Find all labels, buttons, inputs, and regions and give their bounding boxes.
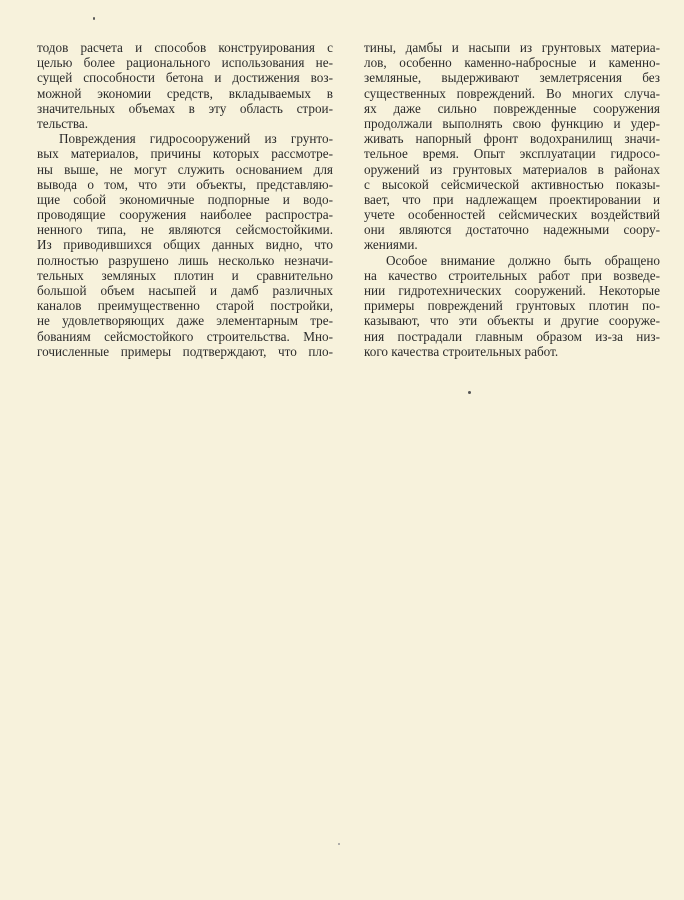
text-line: целью более рационального использования не- <box>37 55 333 71</box>
text-line: проводящие сооружения наиболее распростра- <box>37 207 333 223</box>
text-line: Повреждения гидросооружений из грунто- <box>59 131 333 147</box>
text-line: вает, что при надлежащем проектировании и <box>364 191 660 207</box>
text-line: лов, особенно каменно-набросные и каменно- <box>364 55 660 71</box>
text-line: ях даже сильно поврежденные сооружения <box>364 100 660 116</box>
text-line: кого качества строительных работ. <box>364 343 559 359</box>
text-line: земляные, выдерживают землетрясения без <box>364 70 660 86</box>
text-line: Из приводившихся общих данных видно, что <box>37 237 333 253</box>
right-text-column <box>364 40 660 359</box>
text-line: можной экономии средств, вкладываемых в <box>37 85 333 101</box>
text-line: ны выше, не могут служить основанием для <box>37 161 333 177</box>
left-text-column <box>37 40 333 359</box>
text-line: сущей способности бетона и достижения воз- <box>37 70 333 86</box>
text-line: живать напорный фронт водохранилищ значи- <box>364 131 660 147</box>
text-line: продолжали выполнять свою функцию и удер- <box>364 115 660 131</box>
text-line: примеры повреждений грунтовых плотин по- <box>364 298 660 314</box>
text-line: ненного типа, не являются сейсмостойкими. <box>37 222 333 238</box>
text-line: с высокой сейсмической активностью показы- <box>364 176 660 192</box>
text-line: полностью разрушено лишь несколько незначи- <box>37 252 333 268</box>
text-line: значительных объемах в эту область строи- <box>37 100 333 116</box>
text-line: жениями. <box>364 237 418 253</box>
text-line: тодов расчета и способов конструирования с <box>37 40 333 55</box>
text-line: гочисленные примеры подтверждают, что пло- <box>37 343 333 359</box>
text-line: нии гидротехнических сооружений. Некоторые <box>364 283 660 298</box>
text-line: Особое внимание должно быть обращено <box>386 252 660 268</box>
text-line: не удовлетворяющих даже элементарным тре- <box>37 313 333 329</box>
text-line: бованиям сейсмостойкого строительства. Мно- <box>37 328 333 344</box>
text-line: вывода о том, что эти объекты, представляю- <box>37 176 333 192</box>
text-line: оружений из грунтовых материалов в районах <box>364 161 660 177</box>
text-line: на качество строительных работ при возведе- <box>364 267 660 283</box>
text-line: существенных повреждений. Во многих случа- <box>364 85 660 101</box>
text-line: тельства. <box>37 115 89 131</box>
text-line: каналов преимущественно старой постройки, <box>37 298 333 314</box>
text-line: ния пострадали главным образом из-за низ- <box>364 328 660 344</box>
text-line: большой объем насыпей и дамб различных <box>37 283 333 298</box>
print-speck <box>93 17 95 20</box>
text-line: щие собой экономичные подпорные и водо- <box>37 191 333 207</box>
text-line: тельных земляных плотин и сравнительно <box>37 267 333 283</box>
text-line: учете особенностей сейсмических воздействий <box>364 207 660 223</box>
print-speck <box>338 843 340 845</box>
text-line: они являются достаточно надежными соору- <box>364 222 660 238</box>
text-line: тельное время. Опыт эксплуатации гидросо- <box>364 146 660 162</box>
text-line: тины, дамбы и насыпи из грунтовых материа- <box>364 40 660 55</box>
text-line: казывают, что эти объекты и другие сооруже- <box>364 313 660 329</box>
text-line: вых материалов, причины которых рассмотре- <box>37 146 333 162</box>
print-speck <box>468 391 471 394</box>
